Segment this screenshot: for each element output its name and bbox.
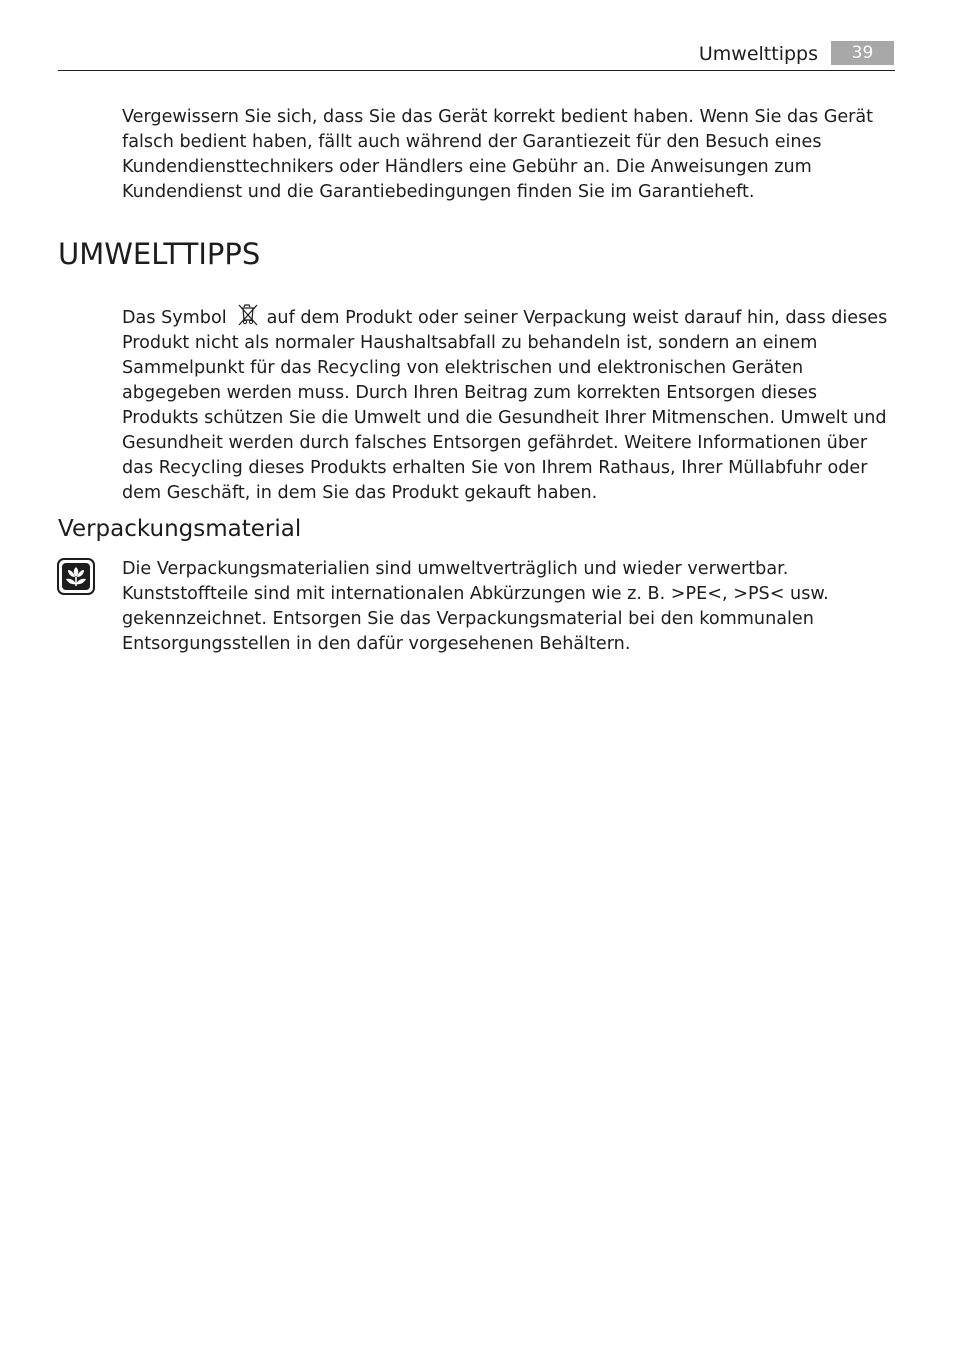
environment-flower-icon (57, 558, 95, 595)
packaging-heading: Verpackungsmaterial (58, 516, 302, 542)
weee-paragraph (122, 303, 898, 506)
weee-text-after: auf dem Produkt oder seiner Verpackung weist darauf hin, dass dieses Produkt nicht als normaler Haushaltsabfall zu behandeln ist, sondern an einem Sammelpunkt für das Recycling von elektrischen und elektronischen Geräten abgegeben werden muss. Durch Ihren Beitrag zum korrekten Entsorgen dieses Produkts schützen Sie die Umwelt und die Gesundheit Ihrer Mitmenschen. Umwelt und Gesundheit werden durch falsches Entsorgen gefährdet. Weitere Informationen über das Recycling dieses Produkts erhalten Sie von Ihrem Rathaus, Ihrer Müllabfuhr oder dem Geschäft, in dem Sie das Produkt gekauft haben. (122, 308, 888, 503)
weee-text-before: Das Symbol (122, 308, 227, 328)
header-divider (58, 70, 895, 71)
intro-paragraph: Vergewissern Sie sich, dass Sie das Gerät korrekt bedient haben. Wenn Sie das Gerät falsch bedient haben, fällt auch während der Garantiezeit für den Besuch eines Kundendiensttechnikers oder Händlers eine Gebühr an. Die Anweisungen zum Kundendienst und die Garantiebedingungen finden Sie im Garantieheft. (122, 107, 874, 202)
crossed-out-wheelie-bin-icon (237, 303, 259, 327)
page-number: 39 (831, 41, 894, 65)
header-title: Umwelttipps (698, 43, 818, 65)
packaging-paragraph: Die Verpackungsmaterialien sind umweltverträglich und wieder verwertbar. Kunststoffteile sind mit internationalen Abkürzungen wie z. B. >PE<, >PS< usw. gekennzeichnet. Entsorgen Sie das Verpackungsmaterial bei den kommunalen Entsorgungsstellen in den dafür vorgesehenen Behältern. (122, 559, 829, 654)
section-heading: UMWELTTIPPS (58, 237, 261, 271)
